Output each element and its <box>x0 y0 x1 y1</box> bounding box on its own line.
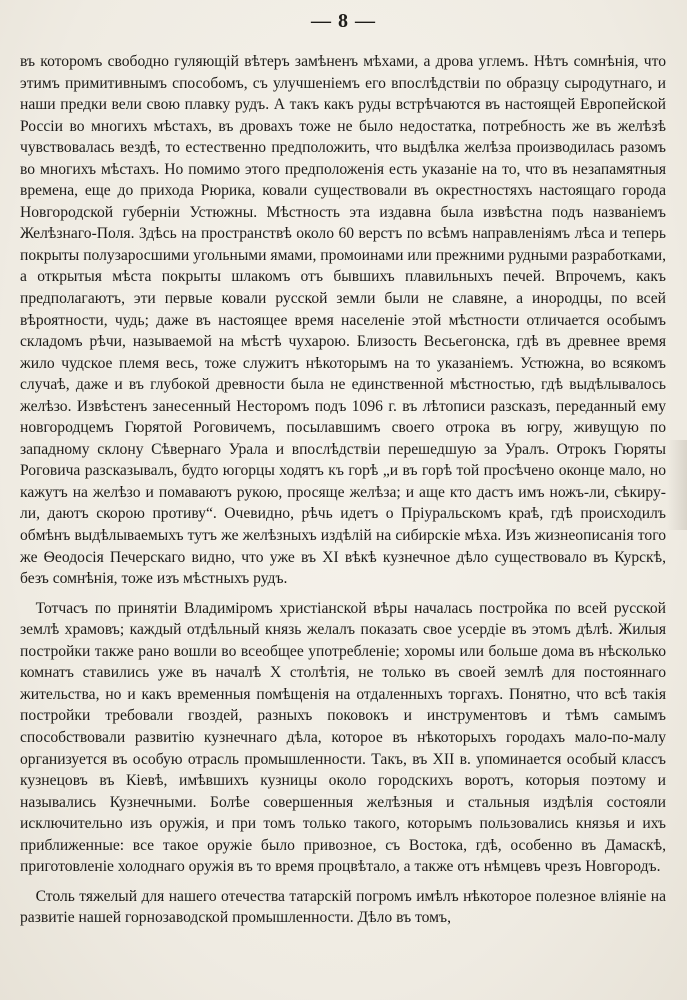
page-edge-shadow <box>667 440 687 530</box>
paragraph-3-text: Столь тяжелый для нашего отечества татарскій погромъ имѣлъ нѣкоторое полезное вліяніе на развитіе нашей горнозаводской промышленности. Дѣло въ томъ, <box>20 887 666 927</box>
paragraph-3 <box>20 886 666 929</box>
paragraph-1: въ которомъ свободно гуляющій вѣтеръ замѣненъ мѣхами, а дрова углемъ. Нѣтъ сомнѣнія, что этимъ примитивнымъ способомъ, съ улучшеніемъ его впослѣдствіи по образцу сыродутнаго, и наши предки вели свою плавку рудъ. А такъ какъ руды встрѣчаются въ настоящей Европейской Россіи во многихъ мѣстахъ, въ дровахъ тоже не было недостатка, потребность же въ желѣзѣ чувствовалась вездѣ, то естественно предположить, что выдѣлка желѣза производилась разомъ во многихъ мѣстахъ. Но помимо этого предположенія есть указаніе на то, что въ незапамятныя времена, еще до прихода Рюрика, ковали существовали въ окрестностяхъ настоящаго города Новгородской губерніи Устюжны. Мѣстность эта издавна была извѣстна подъ названіемъ Желѣзнаго-Поля. Здѣсь на пространствѣ около 60 верстъ по всѣмъ направленіямъ лѣса и теперь покрыты полузаросшими угольными ямами, промоинами или прежними рудными разработками, а открытыя мѣста покрыты шлакомъ отъ бывшихъ плавильныхъ печей. Впрочемъ, какъ предполагаютъ, эти первые ковали русской земли были не славяне, а инородцы, по всей вѣроятности, чудь; даже въ настоящее время населеніе этой мѣстности отличается особымъ складомъ рѣчи, называемой на мѣстѣ чухарою. Близость Весьегонска, гдѣ въ древнее время жило чудское племя весь, тоже служитъ нѣкоторымъ на то указаніемъ. Устюжна, во всякомъ случаѣ, даже и въ глубокой древности была не единственной мѣстностью, гдѣ выдѣлывалось желѣзо. Извѣстенъ занесенный Несторомъ подъ 1096 г. въ лѣтописи разсказъ, переданный ему новгородцемъ Гюрятой Роговичемъ, посылавшимъ своего отрока въ югру, живущую по западному склону Сѣвернаго Урала и впослѣдствіи перешедшую за Уралъ. Отрокъ Гюряты Роговича разсказывалъ, будто югорцы ходятъ къ горѣ „и въ горѣ той просѣчено оконце мало, но кажутъ на желѣзо и помаваютъ рукою, просяще желѣза; и аще кто дастъ имъ ножъ-ли, сѣкиру-ли, даютъ скорою противу“. Очевидно, рѣчь идетъ о Пріуральскомъ краѣ, гдѣ происходилъ обмѣнъ выдѣлываемыхъ тутъ же желѣзныхъ издѣлій на сибирскіе мѣха. Изъ жизнеописанія того же Ѳеодосія Печерскаго видно, что уже въ XI вѣкѣ кузнечное дѣло существовало въ Курскѣ, безъ сомнѣнія, тоже изъ мѣстныхъ рудъ. <box>20 53 666 588</box>
paragraph-2 <box>20 598 666 878</box>
body-text <box>20 51 666 929</box>
paragraph-2-text: Тотчасъ по принятіи Владиміромъ христіанской вѣры началась постройка по всей русской землѣ храмовъ; каждый отдѣльный князь желалъ показать свое усердіе въ этомъ дѣлѣ. Жилыя постройки также рано вошли во всеобщее употребленіе; хоромы или больше дома въ нѣсколько комнатъ ставились уже въ началѣ X столѣтія, не только въ своей землѣ для постояннаго жительства, но и какъ временныя помѣщенія на отдаленныхъ торгахъ. Понятно, что всѣ такія постройки требовали гвоздей, разныхъ поковокъ и инструментовъ и тѣмъ самымъ способствовали развитію кузнечнаго дѣла, которое въ нѣкоторыхъ городахъ мало-по-малу организуется въ особую отрасль промышленности. Такъ, въ XII в. упоминается особый классъ кузнецовъ въ Кіевѣ, имѣвшихъ кузницы около городскихъ воротъ, которыя поэтому и назывались Кузнечными. Болѣе совершенныя желѣзныя и стальныя издѣлія состояли исключительно изъ оружія, и при томъ только такого, которымъ пользовались князья и ихъ приближенные: все такое оружіе было привозное, съ Востока, гдѣ, особенно въ Дамаскѣ, приготовленіе холоднаго оружія въ то время процвѣтало, а также отъ нѣмцевъ чрезъ Новгородъ. <box>20 599 666 876</box>
page-number: — 8 — <box>311 10 376 32</box>
